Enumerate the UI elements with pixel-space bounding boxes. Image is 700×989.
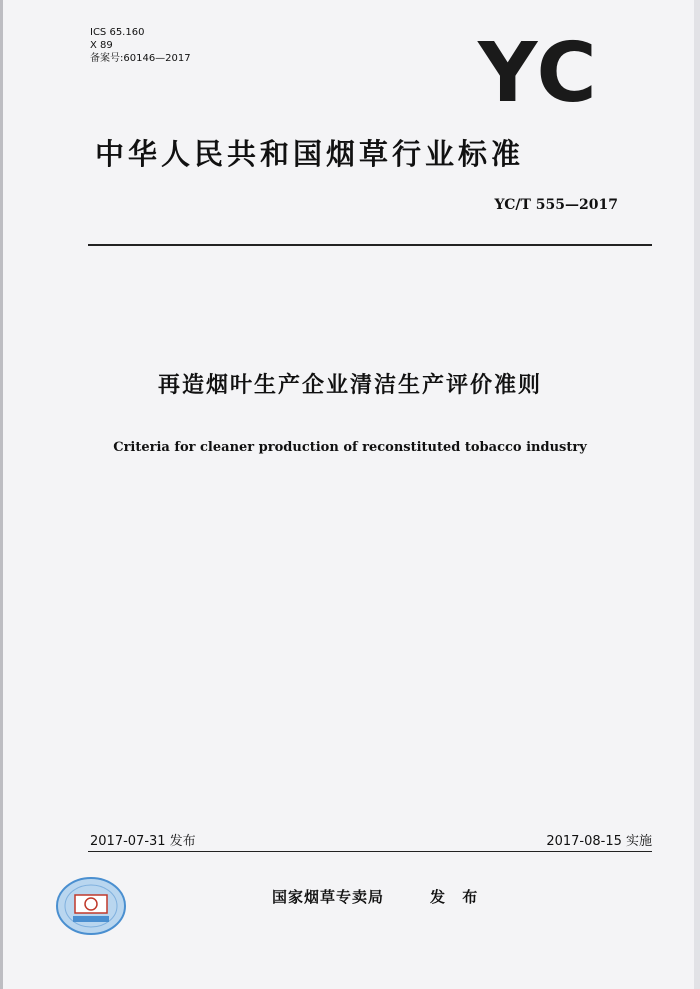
scan-edge-left [0, 0, 3, 989]
class-code: X 89 [90, 40, 113, 51]
seal-stamp-icon [55, 876, 127, 936]
issue-date: 2017-07-31 发布 [90, 834, 196, 849]
ics-code: ICS 65.160 [90, 27, 145, 38]
document-title-english: Criteria for cleaner production of reconstituted tobacco industry [113, 440, 587, 455]
footer-divider [88, 851, 652, 852]
publish-label: 发 布 [430, 888, 484, 906]
implementation-date: 2017-08-15 实施 [546, 834, 652, 849]
scan-edge-right [694, 0, 700, 989]
header-divider [88, 244, 652, 246]
yc-logo: YC [478, 26, 599, 121]
document-title: 再造烟叶生产企业清洁生产评价准则 [157, 373, 542, 398]
filing-number: 备案号:60146—2017 [90, 53, 191, 64]
publisher: 国家烟草专卖局 [272, 888, 385, 906]
classification-block [90, 26, 191, 65]
org-title: 中华人民共和国烟草行业标准 [95, 137, 525, 171]
standard-number: YC/T 555—2017 [494, 197, 618, 213]
